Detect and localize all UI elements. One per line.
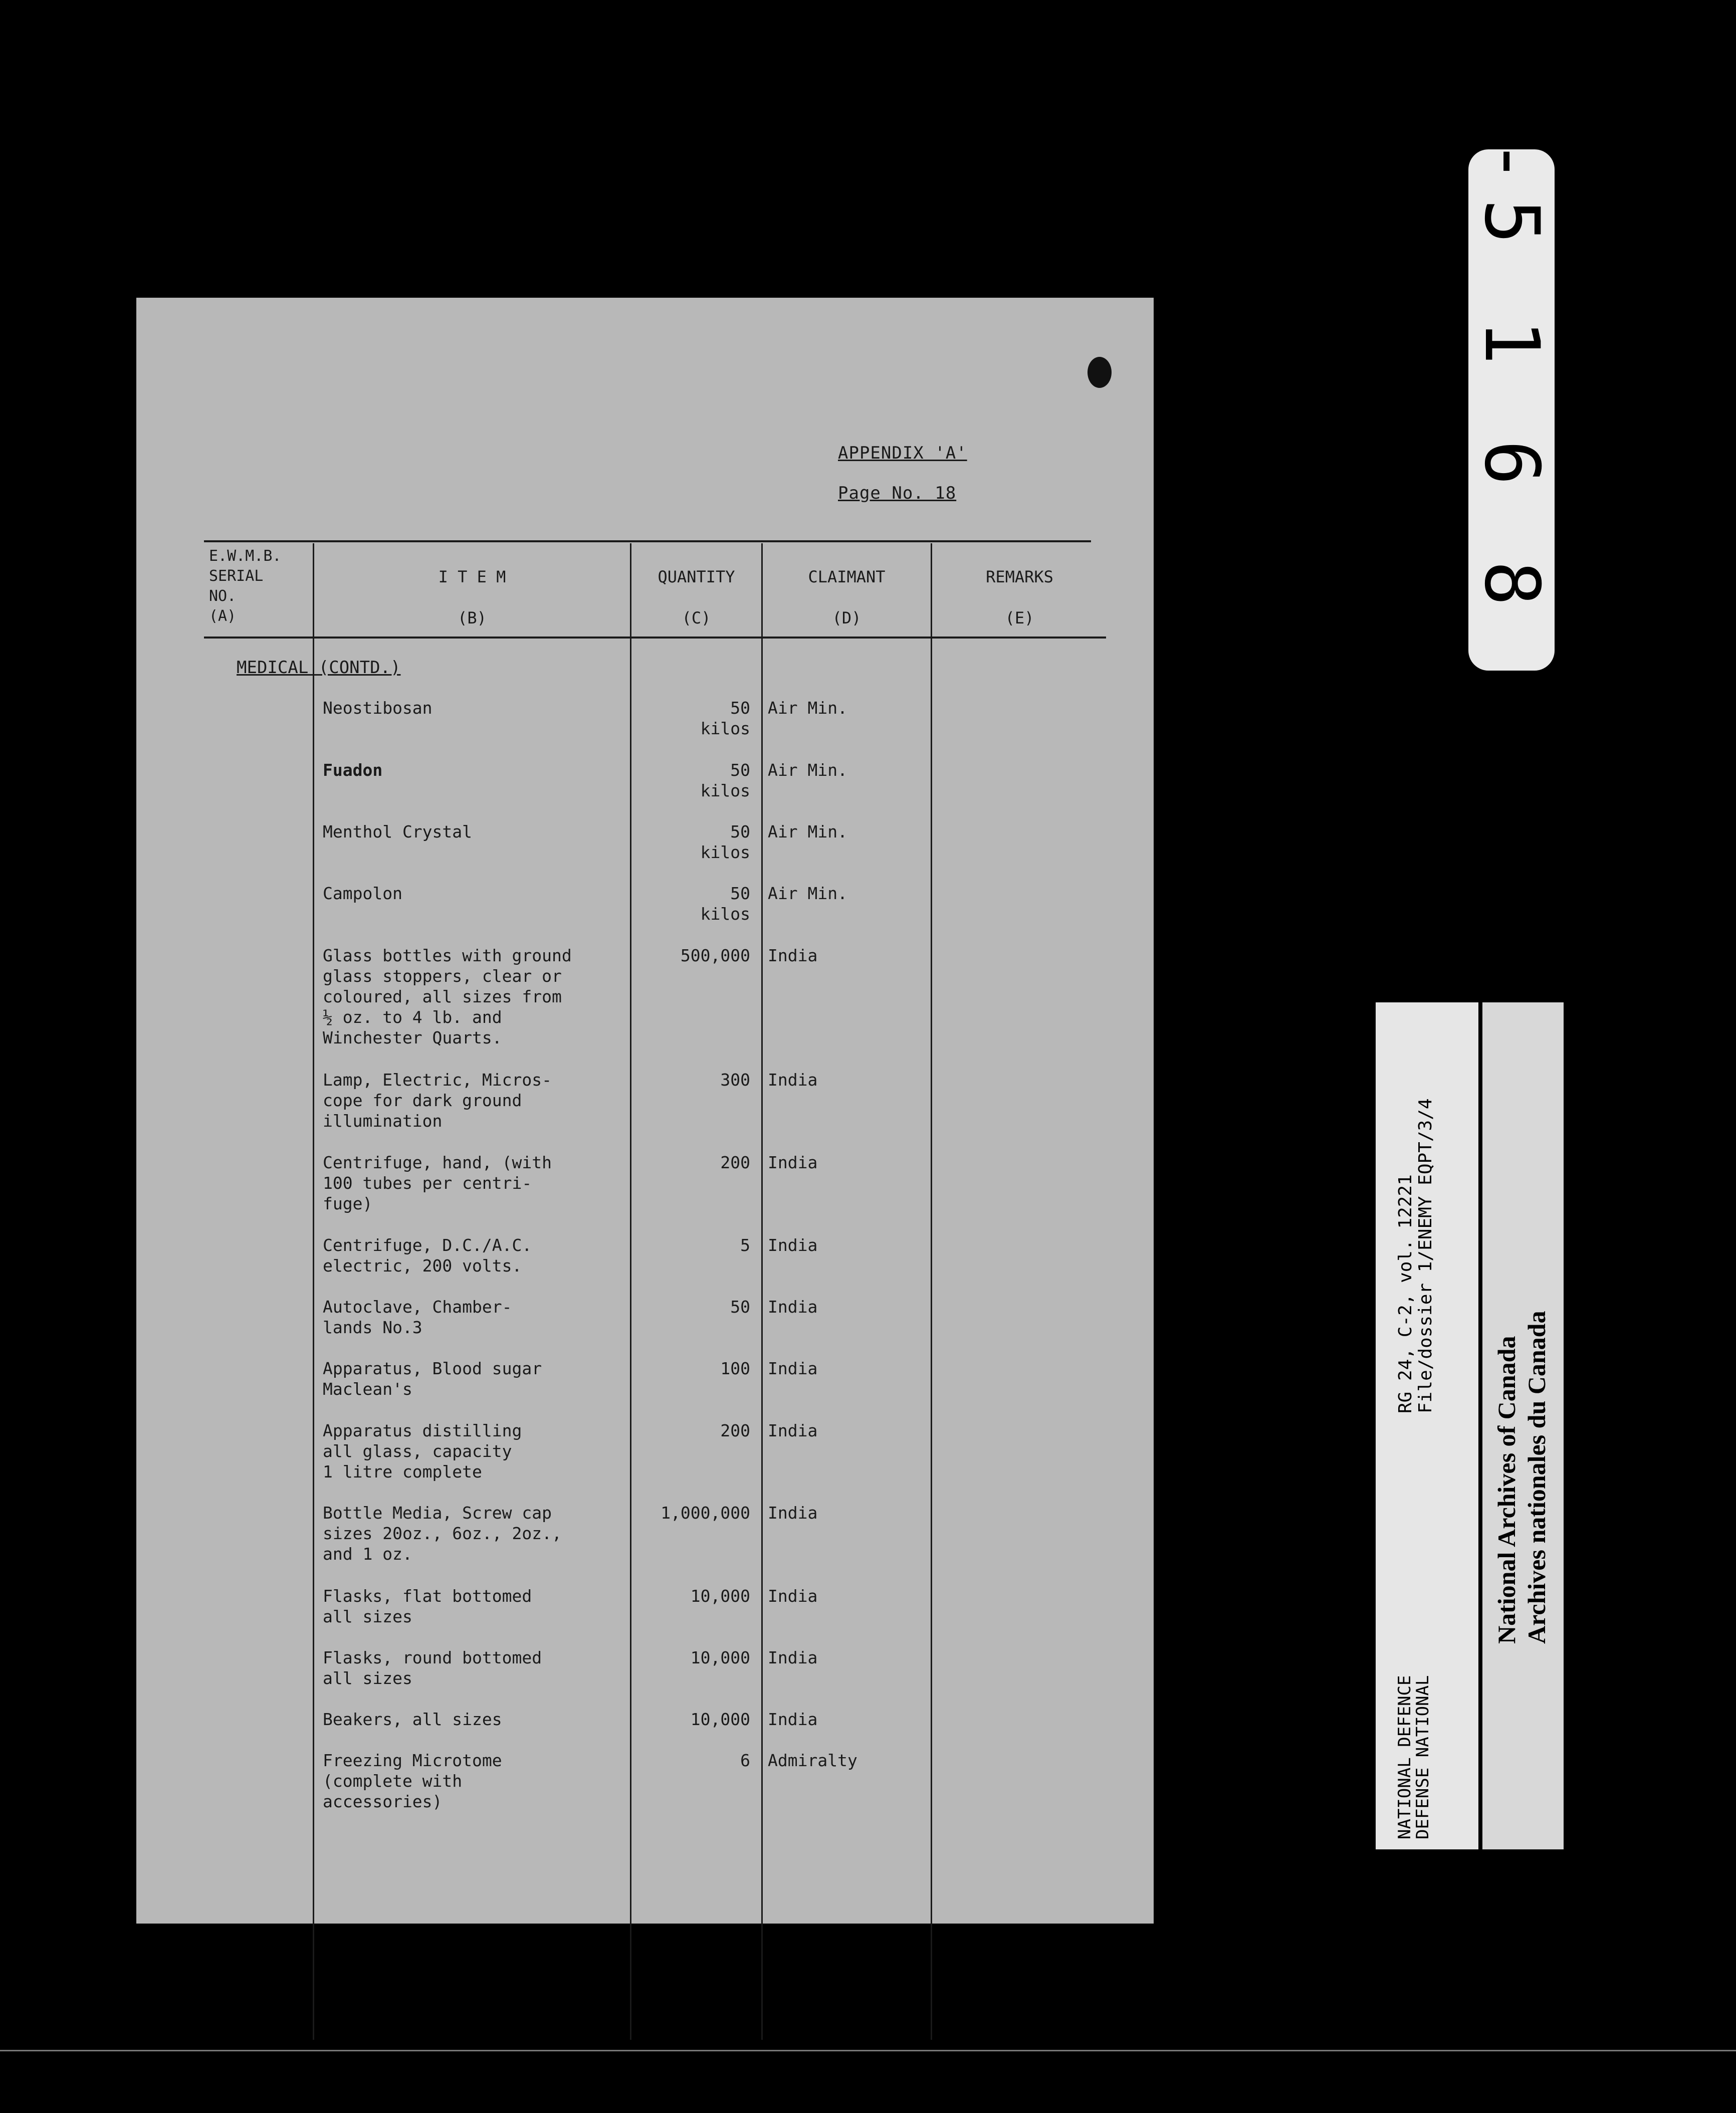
claimant-cell: India xyxy=(768,1359,818,1378)
item-cell: Beakers, all sizes xyxy=(323,1710,502,1729)
item-cell: Freezing Microtome (complete with accessories) xyxy=(323,1751,502,1811)
column-header-remarks-letter: (E) xyxy=(1005,608,1034,627)
column-header-item-letter: (B) xyxy=(458,608,487,627)
item-cell: Glass bottles with ground glass stoppers, clear or coloured, all sizes from ½ oz. to 4 lb. and Winchester Quarts. xyxy=(323,946,572,1047)
quantity-cell: 10,000 xyxy=(690,1586,750,1606)
archive-label-panel xyxy=(1376,1002,1478,1849)
item-cell: Flasks, round bottomed all sizes xyxy=(323,1648,542,1688)
quantity-cell: 50 kilos xyxy=(700,822,750,862)
archive-name-panel xyxy=(1482,1002,1564,1849)
quantity-cell: 200 xyxy=(720,1153,750,1172)
claimant-cell: Air Min. xyxy=(768,822,847,841)
quantity-cell: 100 xyxy=(720,1359,750,1378)
quantity-cell: 1,000,000 xyxy=(661,1503,750,1523)
film-edge-line xyxy=(0,2050,1736,2051)
claimant-cell: Air Min. xyxy=(768,884,847,903)
item-cell: Campolon xyxy=(323,884,402,903)
item-cell: Apparatus distilling all glass, capacity 1 litre complete xyxy=(323,1421,522,1482)
quantity-cell: 50 kilos xyxy=(700,884,750,924)
claimant-cell: Air Min. xyxy=(768,760,847,780)
claimant-cell: India xyxy=(768,1503,818,1523)
claimant-cell: Air Min. xyxy=(768,698,847,718)
item-cell: Centrifuge, D.C./A.C. electric, 200 volts. xyxy=(323,1235,532,1276)
quantity-cell: 200 xyxy=(720,1421,750,1440)
frame-number: C-5 1 6 8 9 xyxy=(1468,78,1555,742)
item-cell: Fuadon xyxy=(323,760,383,780)
quantity-cell: 6 xyxy=(740,1751,750,1770)
section-heading: MEDICAL (CONTD.) xyxy=(237,658,401,678)
quantity-cell: 5 xyxy=(740,1235,750,1255)
claimant-cell: India xyxy=(768,1153,818,1172)
column-header-serial: E.W.M.B. SERIAL NO. (A) xyxy=(209,547,282,625)
quantity-cell: 10,000 xyxy=(690,1710,750,1729)
document-sheet xyxy=(136,298,1154,1924)
quantity-cell: 50 kilos xyxy=(700,760,750,800)
column-header-quantity-letter: (C) xyxy=(682,608,711,627)
item-cell: Menthol Crystal xyxy=(323,822,473,841)
item-cell: Neostibosan xyxy=(323,698,432,718)
divider-a-b xyxy=(313,543,314,2040)
claimant-cell: India xyxy=(768,1648,818,1667)
column-header-claimant-letter: (D) xyxy=(832,608,861,627)
archive-name: National Archives of Canada Archives nationales du Canada xyxy=(1492,1311,1551,1644)
frame-number-strip xyxy=(1468,78,1555,742)
archive-label-reference: RG 24, C-2, vol. 12221 File/dossier 1/ENEMY EQPT/3/4 xyxy=(1395,1098,1436,1413)
quantity-cell: 300 xyxy=(720,1070,750,1090)
claimant-cell: India xyxy=(768,1421,818,1440)
item-cell: Lamp, Electric, Micros- cope for dark ground illumination xyxy=(323,1070,552,1131)
archive-label-defence: NATIONAL DEFENCE DEFENSE NATIONAL xyxy=(1395,1675,1433,1839)
claimant-cell: India xyxy=(768,1297,818,1317)
item-cell: Flasks, flat bottomed all sizes xyxy=(323,1586,532,1626)
divider-c-d xyxy=(761,543,763,2040)
claimant-cell: India xyxy=(768,1586,818,1606)
table-top-rule xyxy=(204,540,1091,542)
item-cell: Centrifuge, hand, (with 100 tubes per centri- fuge) xyxy=(323,1153,552,1213)
appendix-heading: APPENDIX 'A' xyxy=(838,443,967,463)
column-header-item: I T E M xyxy=(438,567,506,586)
item-cell: Apparatus, Blood sugar Maclean's xyxy=(323,1359,542,1399)
column-header-quantity: QUANTITY xyxy=(658,567,735,586)
quantity-cell: 50 kilos xyxy=(700,698,750,738)
claimant-cell: India xyxy=(768,1710,818,1729)
claimant-cell: India xyxy=(768,1070,818,1090)
punch-hole-mark xyxy=(1088,357,1112,388)
claimant-cell: India xyxy=(768,946,818,965)
table-header-bottom-rule xyxy=(204,637,1106,639)
page-number: Page No. 18 xyxy=(838,483,957,503)
quantity-cell: 500,000 xyxy=(680,946,750,965)
column-header-claimant: CLAIMANT xyxy=(808,567,886,586)
quantity-cell: 10,000 xyxy=(690,1648,750,1667)
claimant-cell: Admiralty xyxy=(768,1751,857,1770)
claimant-cell: India xyxy=(768,1235,818,1255)
column-header-remarks: REMARKS xyxy=(986,567,1053,586)
quantity-cell: 50 xyxy=(730,1297,750,1317)
item-cell: Bottle Media, Screw cap sizes 20oz., 6oz., 2oz., and 1 oz. xyxy=(323,1503,562,1564)
item-cell: Autoclave, Chamber- lands No.3 xyxy=(323,1297,512,1337)
